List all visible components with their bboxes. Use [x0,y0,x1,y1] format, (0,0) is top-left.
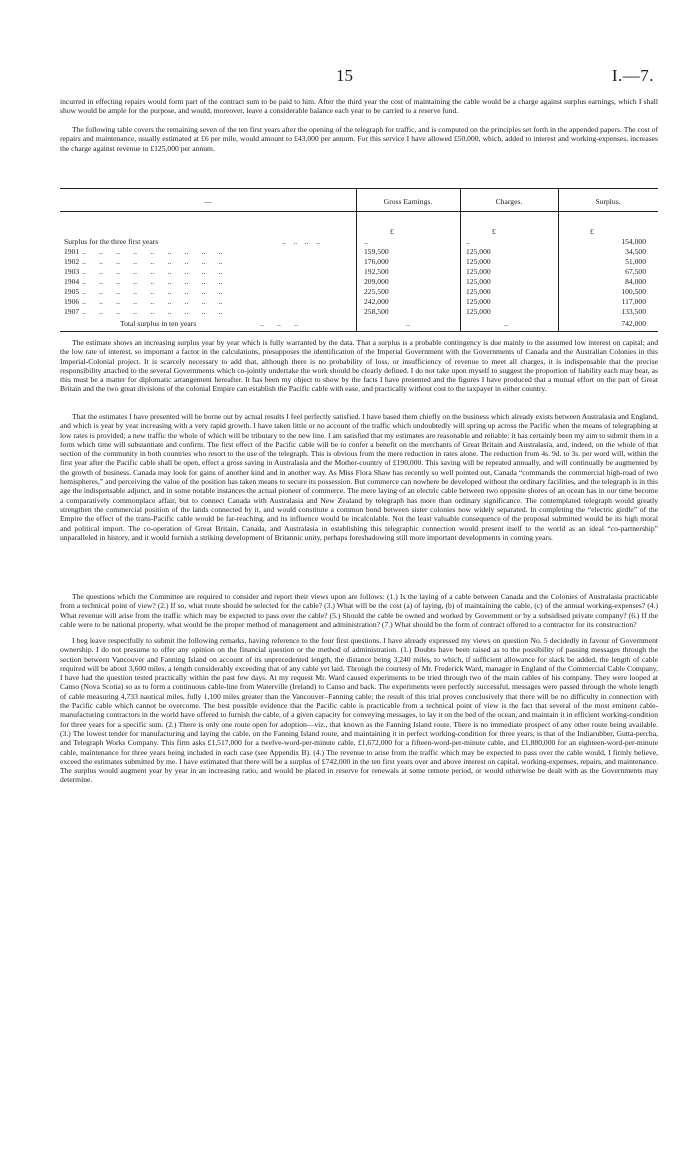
leader-dots: .. .. .. .. .. .. .. .. .. [82,307,223,316]
row-label: 1902 [64,257,80,266]
gross-cell: 209,000 [364,277,389,286]
surplus-cell: 100,500 [621,287,646,296]
unit-surplus: £ [590,227,594,236]
charges-cell: 125,000 [466,257,491,266]
paragraph-5: The questions which the Committee are required to consider and report their views upon are follows: (1.) Is the laying of a cable between Canada and the Colonies of Australasia practicable from a technical point of view? (2.) If so, what route should be selected for the cable? (3.) What will be the cost (a) of laying, (b) of maintaining the cable, (c) of the annual working-expenses? (4.) What revenue will arise from the traffic which may be expected to pass over the cable? (5.) Should the cable be owned and worked by Government or by a subsidised private company? (6.) If the cable were to be national property, what would be the proper method of management and administration? (7.) What should be the form of contract offered to a contractor for its construction? [60,592,658,629]
surplus-table [60,188,658,332]
header-rule [60,211,658,212]
gross-cell: 192,500 [364,267,389,276]
leader-dots: .. .. .. .. .. .. .. .. .. [82,267,223,276]
gross-cell: .. [364,237,368,246]
surplus-cell: 84,000 [625,277,646,286]
surplus-cell: 67,500 [625,267,646,276]
page-number: 15 [336,66,353,85]
charges-cell: .. [466,237,470,246]
gross-cell: 176,000 [364,257,389,266]
row-label: 1901 [64,247,80,256]
surplus-cell: 117,000 [621,297,646,306]
surplus-cell: 34,500 [625,247,646,256]
paragraph-1: incurred in effecting repairs would form part of the contract sum to be paid to him. After the third year the cost of maintaining the cable would be a charge against surplus earnings, which I shall show would be ample for the purpose, and would, moreover, leave a considerable balance each year to be carried to a reserve fund. [60,97,658,116]
row-label: 1907 [64,307,80,316]
charges-cell: .. [504,319,508,328]
gross-cell: 242,000 [364,297,389,306]
unit-charges: £ [492,227,496,236]
unit-gross: £ [390,227,394,236]
charges-cell: 125,000 [466,277,491,286]
leader-dots: .. .. .. .. .. .. .. .. .. [82,287,223,296]
page-header [0,66,700,86]
leader-dots: .. .. .. .. .. .. .. .. .. [82,247,223,256]
row-label: 1903 [64,267,80,276]
charges-cell: 125,000 [466,247,491,256]
gross-cell: 159,500 [364,247,389,256]
paragraph-6: I beg leave respectfully to submit the following remarks, having reference to the four first questions. I have already expressed my views on question No. 5 decidedly in favour of Government ownership. I do not presume to offer any opinion on the financial question or the method of administration. (1.) Doubts have been raised as to the possibility of passing messages through the section between Vancouver and Fanning Island on account of its unprecedented length, the distance being 3,240 miles, to which, if sufficient allowance for slack be added, the length of cable required will be about 3,600 miles, a length considerably exceeding that of any cable yet laid. Through the courtesy of Mr. Frederick Ward, manager in England of the Commercial Cable Company, I have had the question tested practically within the past few days. At my request Mr. Ward caused experiments to be tried through two of the main cables of his company. They were looped at Canso (Nova Scotia) so as to form a continuous cable-line from Waterville (Ireland) to Canso and back. The experiments were perfectly successful, messages were passed through the whole length of cable measuring 4,733 nautical miles, fully 1,100 miles greater than the Vancouver–Fanning cable; the result of this trial proves conclusively that there will be no difficulty in connection with the Pacific cable which cannot be overcome. The best possible evidence that the Pacific cable is practicable from a technical point of view is the fact that several of the most eminent cable-manufacturing contractors in the world have offered to furnish the cable, of a given capacity for conveying messages, to lay it on the bed of the ocean, and maintain it in efficient working-condition for three years for a specific sum. (2.) There is only one route open for adoption—viz., that known as the Fanning Island route. There is no immediate prospect of any other route being available. (3.) The lowest tender for manufacturing and laying the cable, on the Fanning Island route, and maintaining it in perfect working-condition for three years, is that of the Indiarubber, Gutta-percha, and Telegraph Works Company. This firm asks £1,517,000 for a twelve-word-per-minute cable, £1,672,000 for a fifteen-word-per-minute cable, and £1,880,000 for an eighteen-word-per-minute cable, maintenance for three years being included in each case (see Appendix B). (4.) The revenue to arise from the traffic which may be expected to pass over the cable would, I firmly believe, exceed the estimates submitted by me. I have estimated that there will be a surplus of £742,000 in the ten first years over and above interest on capital, working-expenses, repairs, and maintenance. The surplus would augment year by year in an increasing ratio, and would be placed in reserve for renewals at some remote period, or would otherwise be dealt with as the Governments may determine. [60,636,658,785]
total-label: Total surplus in ten years [120,319,197,328]
paragraph-4: That the estimates I have presented will be borne out by actual results I feel perfectly satisfied. I have based them chiefly on the business which already exists between Australasia and England, and which is year by year increasing with a very rapid growth. I have taken little or no account of the traffic which undoubtedly will spring up across the Pacific when the means of telegraphing at low rates is provided; a new traffic the whole of which will be tributary to the new line. I am satisfied that my estimates are reasonable and reliable: it has certainly been my aim to submit them in a form which time will substantiate and confirm. The first effect of the Pacific cable will be to confer a benefit on the merchants of Great Britain and Australasia, and, indeed, on the whole of that section of the community in both countries who resort to the use of the telegraph. This is obvious from the mere reduction in rates alone. The reduction from 4s. 9d. to 3s. per word will, within the first year after the Pacific cable shall be open, effect a gross saving in Australasia and the Mother-country of £190,000. This saving will be repeated annually, and will continually be augmented by the growth of business. Canada may look for gains of another kind and in another way. As Miss Flora Shaw has recently so well pointed out, Canada “commands the commercial high-road of two hemispheres,” and perceiving the value of the position has taken means to secure its possession. But commerce can nowhere be developed without the ordinary facilities, and the telegraph is in this age the indispensable adjunct, and in some notable instances the actual pioneer of commerce. The mere laying of an electric cable between two opposite shores of an ocean has in our time become a comparatively commonplace affair, but to connect Canada with Australasia and New Zealand by telegraph has more than ordinary significance. The contemplated telegraph would greatly strengthen the commercial position of the lands connected by it, and would constitute a common bond between sister colonies now widely separated. In completing the “electric girdle” of the Empire the effect of the trans-Pacific cable would be far-reaching, and its influence would be incalculable. Not the least valuable consequence of the proposal submitted would be its high moral and political import. The co-operation of Great Britain, Canada, and Australasia in establishing this telegraphic connection would present itself to the world as an ideal “co-partnership” unparalleled in history, and it would furnish a striking development of Britannic unity, perhaps foreshadowing still more important developments in coming years. [60,412,658,542]
row-label: 1906 [64,297,80,306]
gross-cell: .. [406,319,410,328]
paragraph-3: The estimate shows an increasing surplus year by year which is fully warranted by the data. That a surplus is a probable contingency is due mainly to the assumed low interest on capital; and the low rate of interest, so important a factor in the calculations, presupposes the identification of the Imperial Government with the Governments of Canada and the Australian Colonies in this Imperial-Colonial project. It is scarcely necessary to add that, although there is no probability of loss, or insufficiency of revenue to meet all charges, it is indispensable that the precise responsibility attached to the several Governments which co-jointly undertake the work should be clearly defined. I do not take upon myself to suggest the proportion of liability each may bear, as this must be a matter for diplomatic arrangement hereafter. It has been my object to show by the facts I have presented and the figures I have produced that a mutual effort on the part of Great Britain and the two great divisions of the colonial Empire can establish the Pacific cable with ease, and practically without cost to the taxpayer in either country. [60,338,658,394]
surplus-total-cell: 742,000 [621,319,646,328]
gross-cell: 258,500 [364,307,389,316]
charges-cell: 125,000 [466,287,491,296]
row-label: 1904 [64,277,80,286]
leader-dots: .. .. .. .. .. .. .. .. .. [82,277,223,286]
charges-cell: 125,000 [466,297,491,306]
leader-dots: .. .. .. .. .. .. .. .. .. [82,297,223,306]
surplus-cell: 133,500 [621,307,646,316]
gross-cell: 225,500 [364,287,389,296]
surplus-header: Surplus. [595,197,621,206]
leader-dots: .. .. .. .. .. .. .. .. .. [82,257,223,266]
row-label: 1905 [64,287,80,296]
row-label: Surplus for the three first years [64,237,159,246]
charges-header: Charges. [495,197,523,206]
charges-cell: 125,000 [466,307,491,316]
surplus-cell: 51,000 [625,257,646,266]
paragraph-2: The following table covers the remaining seven of the ten first years after the opening of the telegraph for traffic, and is computed on the principles set forth in the appended papers. The cost of repairs and maintenance, usually estimated at £6 per mile, would amount to £43,000 per annum. For this service I have allowed £50,000, which, added to interest and working-expenses, increases the charge against revenue to £125,000 per annum. [60,125,658,153]
leader-dots: .. .. .. [260,319,298,328]
surplus-cell: 154,000 [621,237,646,246]
leader-dots: .. .. .. .. [282,237,320,246]
table-corner: — [204,197,212,206]
gross-earnings-header: Gross Earnings. [383,197,433,206]
document-reference: I.—7. [611,66,654,85]
charges-cell: 125,000 [466,267,491,276]
